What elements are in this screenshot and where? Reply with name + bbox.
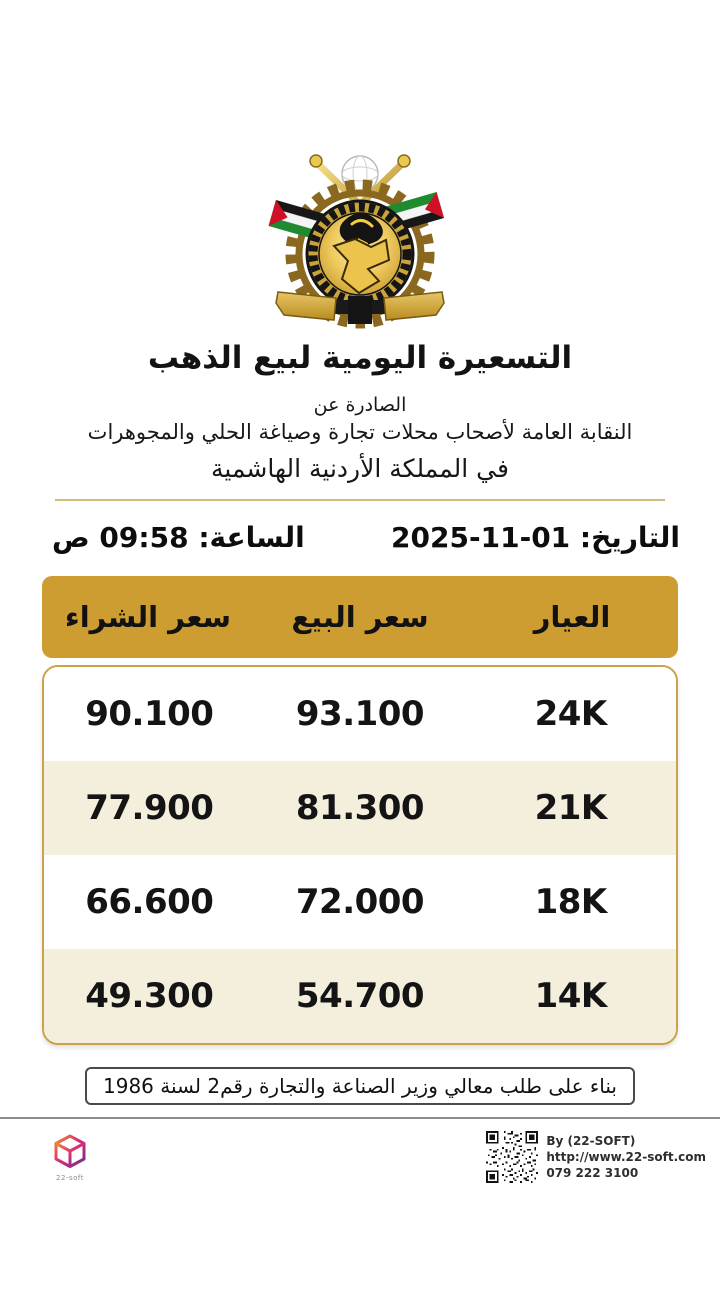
karat-cell: 14K [534, 976, 607, 1016]
time-value: 09:58 ص [52, 521, 189, 554]
header-buy-price: سعر الشراء [64, 600, 232, 634]
sell-cell: 81.300 [295, 788, 425, 828]
karat-cell: 24K [534, 694, 607, 734]
brand-caption: 22-soft [56, 1173, 84, 1182]
date-segment [391, 521, 680, 554]
credit-lines [546, 1133, 706, 1182]
page-title: التسعيرة اليومية لبيع الذهب [147, 340, 573, 376]
brand-logo-block [40, 1133, 100, 1182]
table-row [44, 761, 676, 855]
sell-cell: 93.100 [295, 694, 425, 734]
time-label: الساعة: [198, 521, 305, 554]
table-header-row [42, 576, 678, 658]
gold-divider [55, 499, 665, 501]
credit-url: http://www.22-soft.com [546, 1149, 706, 1164]
cube-logo-icon [53, 1133, 87, 1169]
emblem-section [0, 0, 720, 334]
table-body [42, 665, 678, 1045]
table-row [44, 855, 676, 949]
ribbon-banner-icon [276, 292, 444, 324]
date-value: 01-11-2025 [391, 521, 571, 554]
credits-block [486, 1131, 706, 1183]
syndicate-emblem-icon [262, 142, 458, 330]
datetime-row [52, 521, 680, 554]
sell-cell: 54.700 [295, 976, 425, 1016]
credits-bar [0, 1119, 720, 1191]
issued-by-line: الصادرة عن [313, 394, 407, 416]
buy-cell: 77.900 [85, 788, 214, 828]
syndicate-line: النقابة العامة لأصحاب محلات تجارة وصياغة الحلي والمجوهرات [87, 420, 633, 444]
table-row [44, 949, 676, 1043]
credit-phone: 079 222 3100 [546, 1166, 639, 1181]
ministry-note-section [0, 1067, 720, 1105]
header-sell-price: سعر البيع [291, 600, 429, 634]
date-label: التاريخ: [579, 521, 680, 554]
country-line: في المملكة الأردنية الهاشمية [211, 454, 509, 483]
ministry-note: بناء على طلب معالي وزير الصناعة والتجارة رقم2 لسنة 1986 [85, 1067, 635, 1105]
buy-cell: 90.100 [85, 694, 214, 734]
time-segment [52, 521, 305, 554]
table-row [44, 667, 676, 761]
credit-by: By (22-SOFT) [546, 1133, 636, 1148]
qr-code-icon [486, 1131, 538, 1183]
karat-cell: 21K [534, 788, 607, 828]
gold-price-table [42, 576, 678, 1045]
sell-cell: 72.000 [295, 882, 425, 922]
buy-cell: 66.600 [85, 882, 214, 922]
buy-cell: 49.300 [85, 976, 214, 1016]
karat-cell: 18K [534, 882, 607, 922]
header-karat: العيار [533, 600, 611, 634]
